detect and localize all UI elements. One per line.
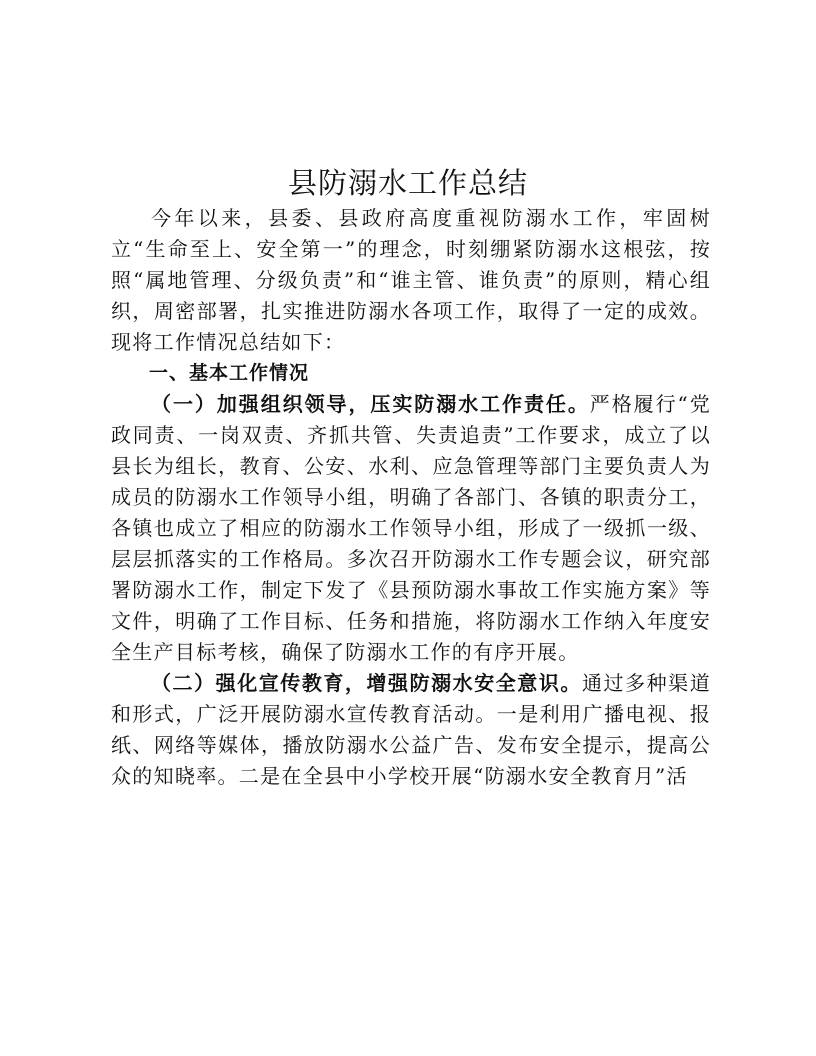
paragraph-lead-organization: （一）加强组织领导，压实防溺水工作责任。 [151, 392, 590, 416]
intro-paragraph: 今年以来，县委、县政府高度重视防溺水工作，牢固树立“生命至上、安全第一”的理念，时刻绷紧防溺水这根弦，按照“属地管理、分级负责”和“谁主管、谁负责”的原则，精心组织，周密部署，扎实推进防溺水各项工作，取得了一定的成效。现将工作情况总结如下： [111, 206, 711, 354]
page-title: 县防溺水工作总结 [287, 166, 528, 201]
paragraph-text-publicity: 通过多种渠道和形式，广泛开展防溺水宣传教育活动。一是利用广播电视、报纸、网络等媒体，播放防溺水公益广告、发布安全提示，提高公众的知晓率。二是在全县中小学校开展“防溺水安全教育月”活 [111, 671, 711, 788]
paragraph-organization-leadership [111, 389, 711, 668]
document-body [111, 203, 711, 792]
paragraph-text-organization: 严格履行“党政同责、一岗双责、齐抓共管、失责追责”工作要求，成立了以县长为组长，教育、公安、水利、应急管理等部门主要负责人为成员的防溺水工作领导小组，明确了各部门、各镇的职责分工，各镇也成立了相应的防溺水工作领导小组，形成了一级抓一级、层层抓落实的工作格局。多次召开防溺水工作专题会议，研究部署防溺水工作，制定下发了《县预防溺水事故工作实施方案》等文件，明确了工作目标、任务和措施，将防溺水工作纳入年度安全生产目标考核，确保了防溺水工作的有序开展。 [111, 392, 711, 664]
paragraph-lead-publicity: （二）强化宣传教育，增强防溺水安全意识。 [151, 671, 582, 695]
paragraph-publicity-education [111, 668, 711, 792]
section-heading-basic-work: 一、基本工作情况 [149, 362, 310, 384]
